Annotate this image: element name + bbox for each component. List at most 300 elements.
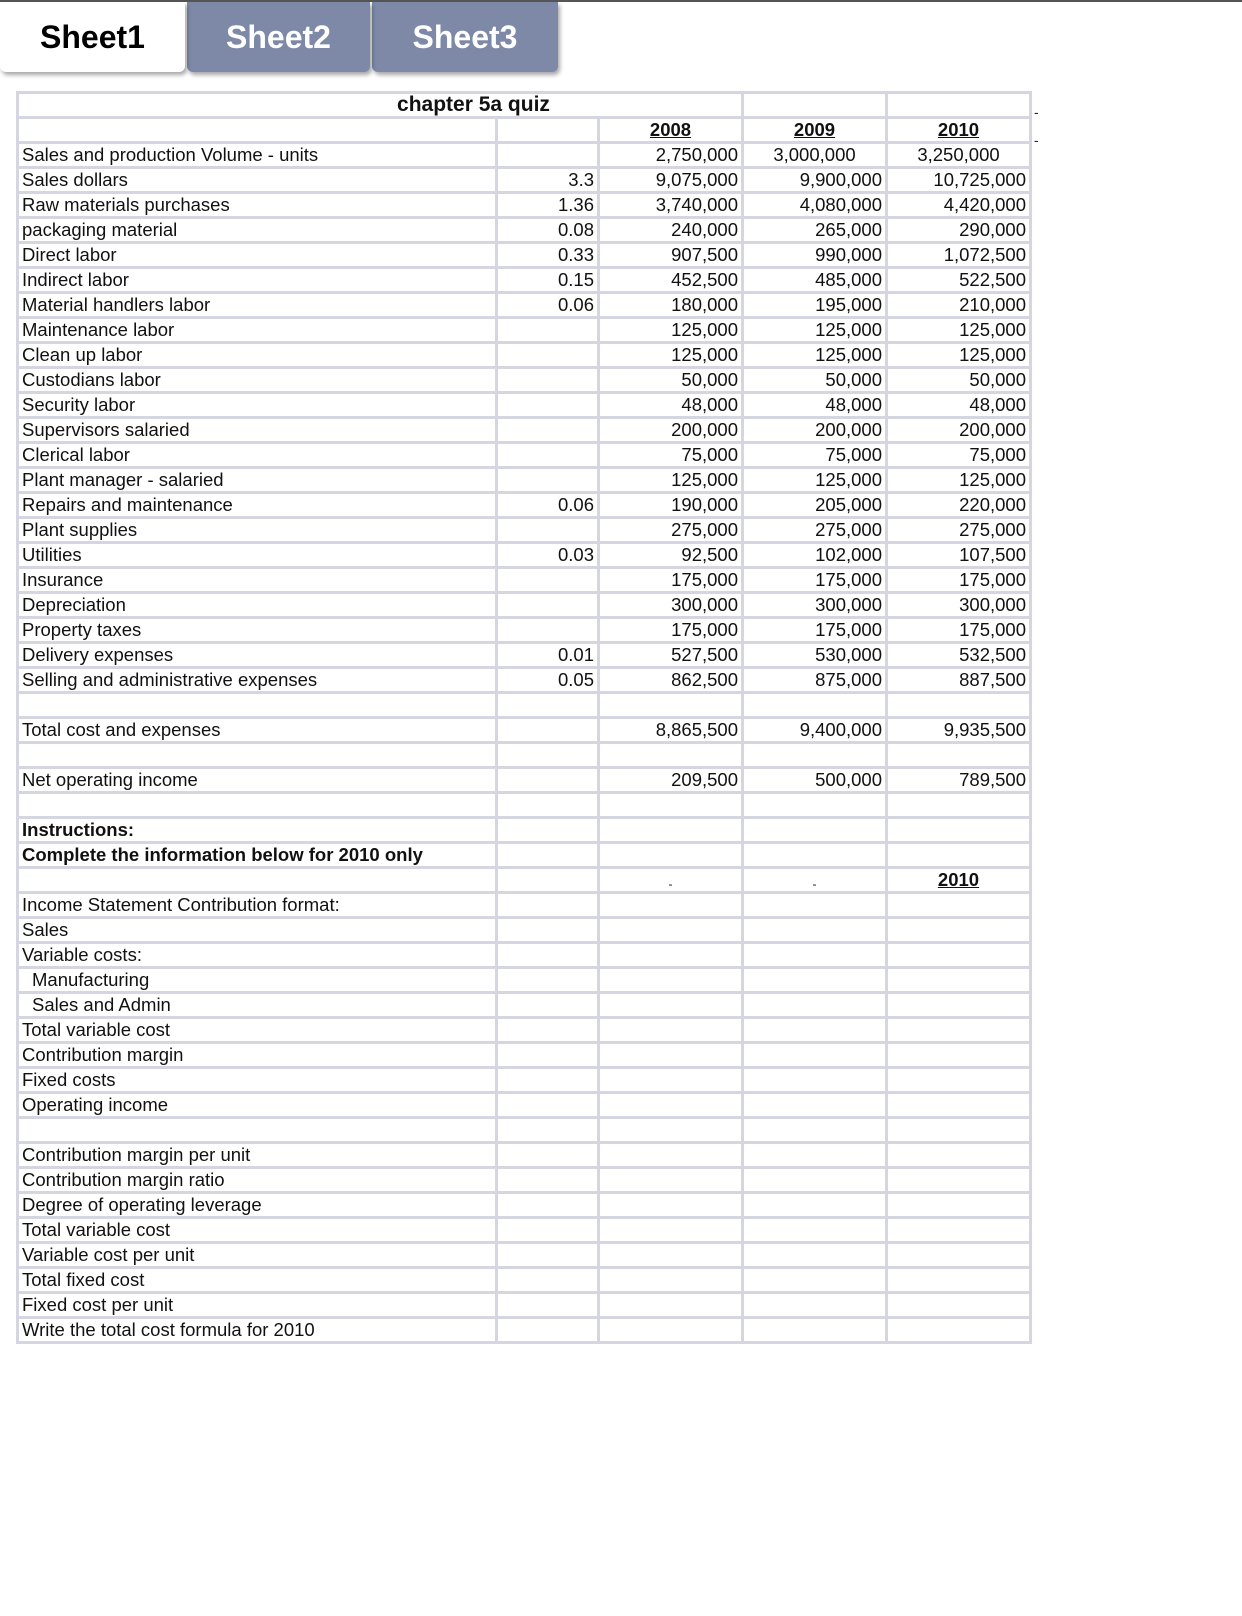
blank-row	[18, 693, 1031, 718]
tab-sheet3[interactable]: Sheet3	[372, 2, 558, 72]
rate-cell[interactable]: 0.01	[497, 643, 599, 668]
cell[interactable]	[743, 843, 887, 868]
cell[interactable]	[497, 1018, 599, 1043]
cell[interactable]	[599, 1118, 743, 1143]
row-label[interactable]: Write the total cost formula for 2010	[18, 1318, 497, 1343]
cell[interactable]	[497, 843, 599, 868]
table-row	[18, 318, 1031, 343]
cell[interactable]	[599, 818, 743, 843]
cell[interactable]	[743, 693, 887, 718]
value-2008[interactable]: 190,000	[599, 493, 743, 518]
sheet-title[interactable]: chapter 5a quiz	[18, 93, 743, 118]
row-label[interactable]: Variable cost per unit	[18, 1243, 497, 1268]
value-2008[interactable]: 9,075,000	[599, 168, 743, 193]
cell[interactable]	[599, 693, 743, 718]
net-income-row	[18, 768, 1031, 793]
value-2010[interactable]: 532,500	[887, 643, 1031, 668]
analysis-row	[18, 1218, 1031, 1243]
value-2009[interactable]: 175,000	[743, 618, 887, 643]
row-label[interactable]: Direct labor	[18, 243, 497, 268]
cell[interactable]	[497, 1243, 599, 1268]
value-2008[interactable]: 527,500	[599, 643, 743, 668]
cell[interactable]	[743, 743, 887, 768]
instructions-text[interactable]: Complete the information below for 2010 only	[18, 843, 497, 868]
answer-cell[interactable]	[887, 1093, 1031, 1118]
value-2010[interactable]: 175,000	[887, 618, 1031, 643]
rate-cell[interactable]: 0.33	[497, 243, 599, 268]
row-label[interactable]: Supervisors salaried	[18, 418, 497, 443]
cell[interactable]	[497, 693, 599, 718]
value-2010[interactable]: 300,000	[887, 593, 1031, 618]
cell[interactable]	[599, 993, 743, 1018]
value-2009[interactable]: 200,000	[743, 418, 887, 443]
instructions-text-row	[18, 843, 1031, 868]
table-row	[18, 243, 1031, 268]
answer-cell[interactable]	[887, 1143, 1031, 1168]
row-label[interactable]: Fixed cost per unit	[18, 1293, 497, 1318]
cell[interactable]	[743, 993, 887, 1018]
row-label[interactable]: Sales and production Volume - units	[18, 143, 497, 168]
blank-row	[18, 1118, 1031, 1143]
value-2010[interactable]: 275,000	[887, 518, 1031, 543]
blank-row	[18, 793, 1031, 818]
value-2010[interactable]: 48,000	[887, 393, 1031, 418]
year-header-2010[interactable]: 2010	[887, 118, 1031, 143]
row-label[interactable]: Repairs and maintenance	[18, 493, 497, 518]
cell[interactable]	[599, 1068, 743, 1093]
analysis-row	[18, 1268, 1031, 1293]
value-2009[interactable]: 48,000	[743, 393, 887, 418]
row-label[interactable]: Contribution margin per unit	[18, 1143, 497, 1168]
table-row	[18, 418, 1031, 443]
value-2009[interactable]: 300,000	[743, 593, 887, 618]
cell[interactable]	[743, 93, 887, 118]
value-2009[interactable]: 125,000	[743, 343, 887, 368]
row-label[interactable]: Net operating income	[18, 768, 497, 793]
row-label[interactable]: Total variable cost	[18, 1218, 497, 1243]
answer-cell[interactable]	[887, 893, 1031, 918]
rate-cell[interactable]	[497, 468, 599, 493]
value-2010[interactable]: 75,000	[887, 443, 1031, 468]
cell[interactable]	[497, 1043, 599, 1068]
cell[interactable]	[497, 868, 599, 893]
cell[interactable]	[497, 743, 599, 768]
row-label[interactable]: Total variable cost	[18, 1018, 497, 1043]
value-2008[interactable]: 862,500	[599, 668, 743, 693]
cell[interactable]	[497, 118, 599, 143]
row-label[interactable]: Total fixed cost	[18, 1268, 497, 1293]
cell[interactable]	[599, 943, 743, 968]
cell[interactable]	[887, 693, 1031, 718]
answer-cell[interactable]	[887, 1293, 1031, 1318]
table-row	[18, 593, 1031, 618]
cell[interactable]	[743, 1318, 887, 1343]
cell[interactable]	[743, 1018, 887, 1043]
table-row	[18, 643, 1031, 668]
instructions-heading-row	[18, 818, 1031, 843]
cell[interactable]	[599, 1043, 743, 1068]
contribution-row	[18, 1043, 1031, 1068]
cell[interactable]	[599, 743, 743, 768]
cell[interactable]	[497, 918, 599, 943]
cell[interactable]	[599, 893, 743, 918]
row-label[interactable]: Contribution margin	[18, 1043, 497, 1068]
tab-sheet2[interactable]: Sheet2	[187, 2, 370, 72]
value-2008[interactable]: 75,000	[599, 443, 743, 468]
answer-cell[interactable]	[887, 1318, 1031, 1343]
cell[interactable]	[497, 1093, 599, 1118]
cell[interactable]	[497, 1193, 599, 1218]
value-2009[interactable]: 990,000	[743, 243, 887, 268]
cell[interactable]	[599, 1018, 743, 1043]
rate-cell[interactable]: 0.08	[497, 218, 599, 243]
value-2009[interactable]: 875,000	[743, 668, 887, 693]
value-2010[interactable]: 10,725,000	[887, 168, 1031, 193]
cell[interactable]	[599, 1168, 743, 1193]
contribution-row	[18, 968, 1031, 993]
rate-cell[interactable]	[497, 443, 599, 468]
table-row	[18, 143, 1031, 168]
answer-cell[interactable]	[887, 1218, 1031, 1243]
answer-cell[interactable]	[887, 1068, 1031, 1093]
row-label[interactable]: Sales dollars	[18, 168, 497, 193]
total-2008[interactable]: 8,865,500	[599, 718, 743, 743]
answer-cell[interactable]	[887, 993, 1031, 1018]
rate-cell[interactable]	[497, 618, 599, 643]
cell[interactable]	[743, 968, 887, 993]
contribution-row	[18, 1093, 1031, 1118]
rate-cell[interactable]	[497, 343, 599, 368]
cell[interactable]	[599, 918, 743, 943]
cell[interactable]	[743, 1243, 887, 1268]
value-2008[interactable]: 48,000	[599, 393, 743, 418]
value-2008[interactable]: 92,500	[599, 543, 743, 568]
cell[interactable]	[743, 1043, 887, 1068]
cell[interactable]	[743, 793, 887, 818]
table-row	[18, 293, 1031, 318]
cell[interactable]	[497, 793, 599, 818]
row-label[interactable]: Raw materials purchases	[18, 193, 497, 218]
tab-sheet1[interactable]: Sheet1	[0, 2, 185, 72]
row-label[interactable]: Clean up labor	[18, 343, 497, 368]
table-row	[18, 168, 1031, 193]
value-2008[interactable]: 3,740,000	[599, 193, 743, 218]
cell[interactable]	[18, 793, 497, 818]
value-2010[interactable]: 125,000	[887, 468, 1031, 493]
value-2008[interactable]: 175,000	[599, 568, 743, 593]
row-label[interactable]: Material handlers labor	[18, 293, 497, 318]
cell[interactable]	[887, 1118, 1031, 1143]
dash-mark[interactable]: -	[599, 868, 743, 893]
row-label[interactable]: Utilities	[18, 543, 497, 568]
rate-cell[interactable]	[497, 418, 599, 443]
cell[interactable]	[497, 968, 599, 993]
value-2008[interactable]: 275,000	[599, 518, 743, 543]
contribution-row	[18, 993, 1031, 1018]
row-label[interactable]: Maintenance labor	[18, 318, 497, 343]
value-2008[interactable]: 200,000	[599, 418, 743, 443]
cell[interactable]	[497, 943, 599, 968]
row-label[interactable]: Sales	[18, 918, 497, 943]
rate-cell[interactable]: 0.06	[497, 293, 599, 318]
cell[interactable]	[497, 768, 599, 793]
value-2009[interactable]: 205,000	[743, 493, 887, 518]
row-label[interactable]: Operating income	[18, 1093, 497, 1118]
cell[interactable]	[743, 1268, 887, 1293]
cell[interactable]	[497, 1143, 599, 1168]
cell[interactable]	[497, 818, 599, 843]
table-row	[18, 218, 1031, 243]
row-label[interactable]: Sales and Admin	[18, 993, 497, 1018]
answer-cell[interactable]	[887, 1243, 1031, 1268]
analysis-row	[18, 1243, 1031, 1268]
net-2009[interactable]: 500,000	[743, 768, 887, 793]
cell[interactable]	[743, 893, 887, 918]
cell[interactable]	[18, 868, 497, 893]
row-label[interactable]: Custodians labor	[18, 368, 497, 393]
table-row	[18, 618, 1031, 643]
cell[interactable]	[599, 1318, 743, 1343]
rate-cell[interactable]: 3.3	[497, 168, 599, 193]
cell[interactable]	[497, 1318, 599, 1343]
side-mark: -	[1034, 132, 1039, 148]
cell[interactable]	[599, 968, 743, 993]
table-row	[18, 668, 1031, 693]
answer-year-header[interactable]: 2010	[887, 868, 1031, 893]
cell[interactable]	[497, 1293, 599, 1318]
cell[interactable]	[18, 1118, 497, 1143]
value-2010[interactable]: 175,000	[887, 568, 1031, 593]
rate-cell[interactable]	[497, 393, 599, 418]
value-2009[interactable]: 175,000	[743, 568, 887, 593]
row-label[interactable]: Delivery expenses	[18, 643, 497, 668]
contribution-row	[18, 1018, 1031, 1043]
answer-cell[interactable]	[887, 1043, 1031, 1068]
cell[interactable]	[887, 843, 1031, 868]
rate-cell[interactable]	[497, 593, 599, 618]
contribution-row	[18, 1068, 1031, 1093]
cell[interactable]	[887, 93, 1031, 118]
value-2010[interactable]: 125,000	[887, 343, 1031, 368]
cell[interactable]	[743, 1168, 887, 1193]
answer-cell[interactable]	[887, 968, 1031, 993]
table-row	[18, 443, 1031, 468]
value-2008[interactable]: 125,000	[599, 468, 743, 493]
rate-cell[interactable]: 0.15	[497, 268, 599, 293]
cell[interactable]	[599, 1293, 743, 1318]
answer-cell[interactable]	[887, 943, 1031, 968]
row-label[interactable]: Depreciation	[18, 593, 497, 618]
table-row	[18, 268, 1031, 293]
spreadsheet-grid	[16, 91, 1032, 1344]
value-2008[interactable]: 2,750,000	[599, 143, 743, 168]
cell[interactable]	[497, 1168, 599, 1193]
value-2009[interactable]: 530,000	[743, 643, 887, 668]
value-2009[interactable]: 125,000	[743, 468, 887, 493]
blank-row	[18, 743, 1031, 768]
cell[interactable]	[599, 1243, 743, 1268]
row-label[interactable]: Manufacturing	[18, 968, 497, 993]
cell[interactable]	[743, 918, 887, 943]
value-2009[interactable]: 195,000	[743, 293, 887, 318]
cell[interactable]	[743, 943, 887, 968]
row-label[interactable]: packaging material	[18, 218, 497, 243]
cell[interactable]	[743, 1293, 887, 1318]
table-row	[18, 393, 1031, 418]
row-label[interactable]: Contribution margin ratio	[18, 1168, 497, 1193]
analysis-row	[18, 1318, 1031, 1343]
cell[interactable]	[599, 793, 743, 818]
cell[interactable]	[743, 1193, 887, 1218]
row-label[interactable]: Degree of operating leverage	[18, 1193, 497, 1218]
row-label[interactable]: Plant manager - salaried	[18, 468, 497, 493]
cell[interactable]	[743, 1143, 887, 1168]
cell[interactable]	[743, 1218, 887, 1243]
value-2010[interactable]: 522,500	[887, 268, 1031, 293]
answer-cell[interactable]	[887, 1168, 1031, 1193]
cell[interactable]	[887, 743, 1031, 768]
value-2009[interactable]: 102,000	[743, 543, 887, 568]
value-2008[interactable]: 452,500	[599, 268, 743, 293]
cell[interactable]	[497, 893, 599, 918]
value-2010[interactable]: 200,000	[887, 418, 1031, 443]
row-label[interactable]: Clerical labor	[18, 443, 497, 468]
row-label[interactable]: Fixed costs	[18, 1068, 497, 1093]
value-2009[interactable]: 485,000	[743, 268, 887, 293]
value-2010[interactable]: 887,500	[887, 668, 1031, 693]
cell[interactable]	[887, 818, 1031, 843]
year-header-row	[18, 118, 1031, 143]
value-2009[interactable]: 275,000	[743, 518, 887, 543]
value-2008[interactable]: 180,000	[599, 293, 743, 318]
rate-cell[interactable]	[497, 568, 599, 593]
value-2008[interactable]: 240,000	[599, 218, 743, 243]
answer-cell[interactable]	[887, 1018, 1031, 1043]
rate-cell[interactable]	[497, 318, 599, 343]
row-label[interactable]: Variable costs:	[18, 943, 497, 968]
value-2008[interactable]: 907,500	[599, 243, 743, 268]
analysis-row	[18, 1193, 1031, 1218]
value-2009[interactable]: 265,000	[743, 218, 887, 243]
cell[interactable]	[887, 793, 1031, 818]
value-2008[interactable]: 125,000	[599, 343, 743, 368]
cell[interactable]	[599, 1143, 743, 1168]
net-2008[interactable]: 209,500	[599, 768, 743, 793]
row-label[interactable]: Property taxes	[18, 618, 497, 643]
cell[interactable]	[497, 718, 599, 743]
cell[interactable]	[497, 1268, 599, 1293]
value-2008[interactable]: 125,000	[599, 318, 743, 343]
cell[interactable]	[599, 1218, 743, 1243]
answer-header-row	[18, 868, 1031, 893]
value-2009[interactable]: 3,000,000	[743, 143, 887, 168]
cell[interactable]	[599, 1193, 743, 1218]
net-2010[interactable]: 789,500	[887, 768, 1031, 793]
rate-cell[interactable]: 0.06	[497, 493, 599, 518]
value-2008[interactable]: 175,000	[599, 618, 743, 643]
dash-mark[interactable]: -	[743, 868, 887, 893]
analysis-row	[18, 1168, 1031, 1193]
value-2008[interactable]: 300,000	[599, 593, 743, 618]
value-2010[interactable]: 3,250,000	[887, 143, 1031, 168]
year-header-2009[interactable]: 2009	[743, 118, 887, 143]
value-2009[interactable]: 9,900,000	[743, 168, 887, 193]
cell[interactable]	[599, 1268, 743, 1293]
cell[interactable]	[743, 1068, 887, 1093]
cell[interactable]	[743, 1118, 887, 1143]
cell[interactable]	[18, 118, 497, 143]
table-row	[18, 543, 1031, 568]
value-2009[interactable]: 50,000	[743, 368, 887, 393]
contribution-row	[18, 893, 1031, 918]
cell[interactable]	[18, 743, 497, 768]
row-label[interactable]: Insurance	[18, 568, 497, 593]
value-2010[interactable]: 210,000	[887, 293, 1031, 318]
cell[interactable]	[743, 818, 887, 843]
year-header-2008[interactable]: 2008	[599, 118, 743, 143]
cell[interactable]	[497, 1068, 599, 1093]
rate-cell[interactable]: 1.36	[497, 193, 599, 218]
analysis-row	[18, 1143, 1031, 1168]
value-2010[interactable]: 50,000	[887, 368, 1031, 393]
table-row	[18, 368, 1031, 393]
instructions-heading[interactable]: Instructions:	[18, 818, 497, 843]
cell[interactable]	[599, 843, 743, 868]
total-2009[interactable]: 9,400,000	[743, 718, 887, 743]
cell[interactable]	[599, 1093, 743, 1118]
cell[interactable]	[743, 1093, 887, 1118]
value-2010[interactable]: 4,420,000	[887, 193, 1031, 218]
table-row	[18, 493, 1031, 518]
table-row	[18, 193, 1031, 218]
row-label[interactable]: Selling and administrative expenses	[18, 668, 497, 693]
row-label[interactable]: Indirect labor	[18, 268, 497, 293]
rate-cell[interactable]: 0.05	[497, 668, 599, 693]
value-2009[interactable]: 75,000	[743, 443, 887, 468]
value-2010[interactable]: 107,500	[887, 543, 1031, 568]
row-label[interactable]: Security labor	[18, 393, 497, 418]
row-label[interactable]: Plant supplies	[18, 518, 497, 543]
answer-cell[interactable]	[887, 918, 1031, 943]
total-2010[interactable]: 9,935,500	[887, 718, 1031, 743]
row-label[interactable]: Income Statement Contribution format:	[18, 893, 497, 918]
value-2009[interactable]: 125,000	[743, 318, 887, 343]
answer-cell[interactable]	[887, 1268, 1031, 1293]
cell[interactable]	[18, 693, 497, 718]
rate-cell[interactable]	[497, 143, 599, 168]
value-2010[interactable]: 1,072,500	[887, 243, 1031, 268]
cell[interactable]	[497, 1218, 599, 1243]
cell[interactable]	[497, 993, 599, 1018]
value-2010[interactable]: 220,000	[887, 493, 1031, 518]
table-row	[18, 518, 1031, 543]
cell[interactable]	[497, 1118, 599, 1143]
title-row	[18, 93, 1031, 118]
table-row	[18, 568, 1031, 593]
analysis-row	[18, 1293, 1031, 1318]
value-2010[interactable]: 290,000	[887, 218, 1031, 243]
rate-cell[interactable]: 0.03	[497, 543, 599, 568]
value-2008[interactable]: 50,000	[599, 368, 743, 393]
rate-cell[interactable]	[497, 518, 599, 543]
table-row	[18, 343, 1031, 368]
value-2010[interactable]: 125,000	[887, 318, 1031, 343]
rate-cell[interactable]	[497, 368, 599, 393]
row-label[interactable]: Total cost and expenses	[18, 718, 497, 743]
table-row	[18, 468, 1031, 493]
answer-cell[interactable]	[887, 1193, 1031, 1218]
value-2009[interactable]: 4,080,000	[743, 193, 887, 218]
